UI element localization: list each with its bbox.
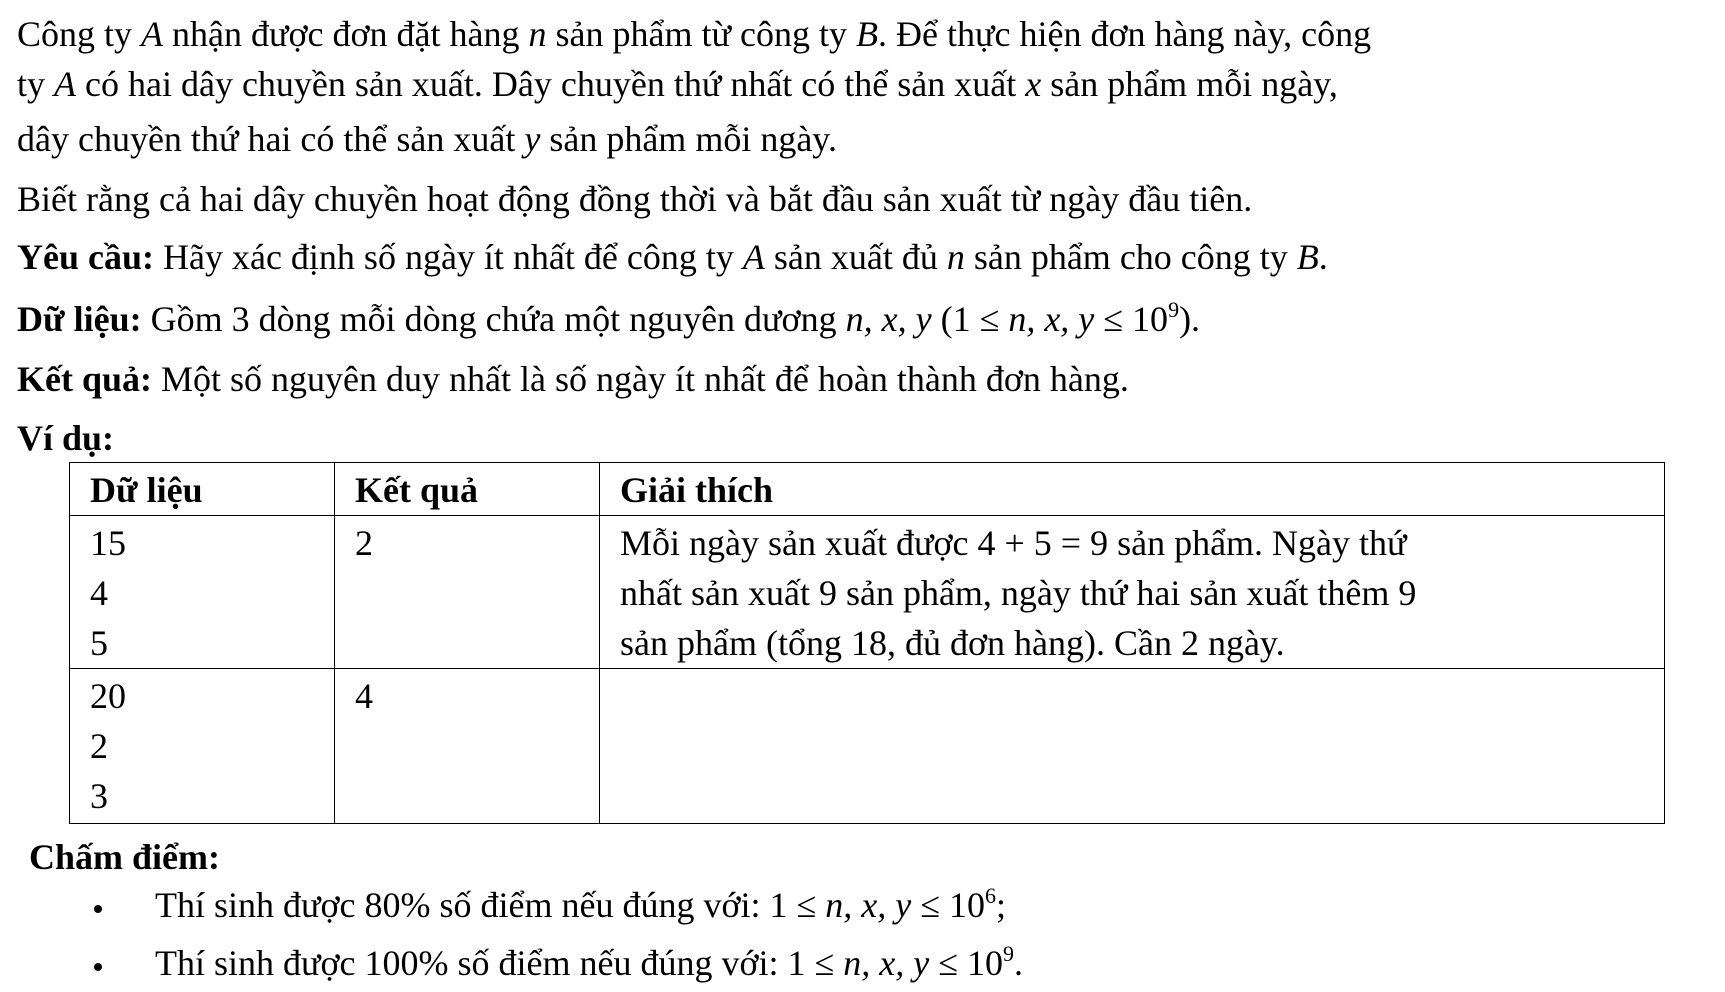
table-row — [70, 669, 1665, 824]
output-label: Kết quả: — [17, 359, 152, 399]
header-explain: Giải thích — [600, 463, 1665, 516]
requirement-label: Yêu cầu: — [17, 237, 154, 277]
cell-input: 20 2 3 — [70, 669, 335, 824]
header-output: Kết quả — [335, 463, 600, 516]
requirement: Yêu cầu: Hãy xác định số ngày ít nhất để công ty A sản xuất đủ n sản phẩm cho công ty B. — [17, 237, 1328, 277]
input-label: Dữ liệu: — [17, 299, 142, 339]
table-row — [70, 516, 1665, 669]
example-title: Ví dụ: — [17, 418, 115, 458]
cell-explain: Mỗi ngày sản xuất được 4 + 5 = 9 sản phẩm. Ngày thứ nhất sản xuất 9 sản phẩm, ngày thứ hai sản xuất thêm 9 sản phẩm (tổng 18, đủ đơn hàng). Cần 2 ngày. — [600, 516, 1665, 669]
intro-line-2: ty A có hai dây chuyền sản xuất. Dây chuyền thứ nhất có thể sản xuất x sản phẩm mỗi ngày, — [17, 64, 1338, 104]
table-header-row — [70, 463, 1665, 516]
header-input: Dữ liệu — [70, 463, 335, 516]
intro-line-4: Biết rằng cả hai dây chuyền hoạt động đồng thời và bắt đầu sản xuất từ ngày đầu tiên. — [17, 179, 1253, 219]
example-table — [69, 462, 1665, 824]
intro-line-3: dây chuyền thứ hai có thể sản xuất y sản phẩm mỗi ngày. — [17, 119, 837, 159]
scoring-list — [60, 876, 1023, 992]
input-spec: Dữ liệu: Gồm 3 dòng mỗi dòng chứa một nguyên dương n, x, y (1 ≤ n, x, $y \le 10^9$). — [17, 297, 1201, 339]
list-item: Thí sinh được 80% số điểm nếu đúng với: 1 ≤ n, x, $y \le 10^6$; — [60, 876, 1023, 934]
output-spec: Kết quả: Một số nguyên duy nhất là số ngày ít nhất để hoàn thành đơn hàng. — [17, 359, 1129, 399]
list-item: Thí sinh được 100% số điểm nếu đúng với: 1 ≤ n, x, $y \le 10^9$. — [60, 934, 1023, 992]
cell-output: 2 — [335, 516, 600, 669]
cell-input: 15 4 5 — [70, 516, 335, 669]
cell-explain — [600, 669, 1665, 824]
scoring-title: Chấm điểm: — [29, 837, 220, 877]
cell-output: 4 — [335, 669, 600, 824]
intro-line-1: Công ty A nhận được đơn đặt hàng n sản phẩm từ công ty B. Để thực hiện đơn hàng này, công — [17, 14, 1372, 54]
